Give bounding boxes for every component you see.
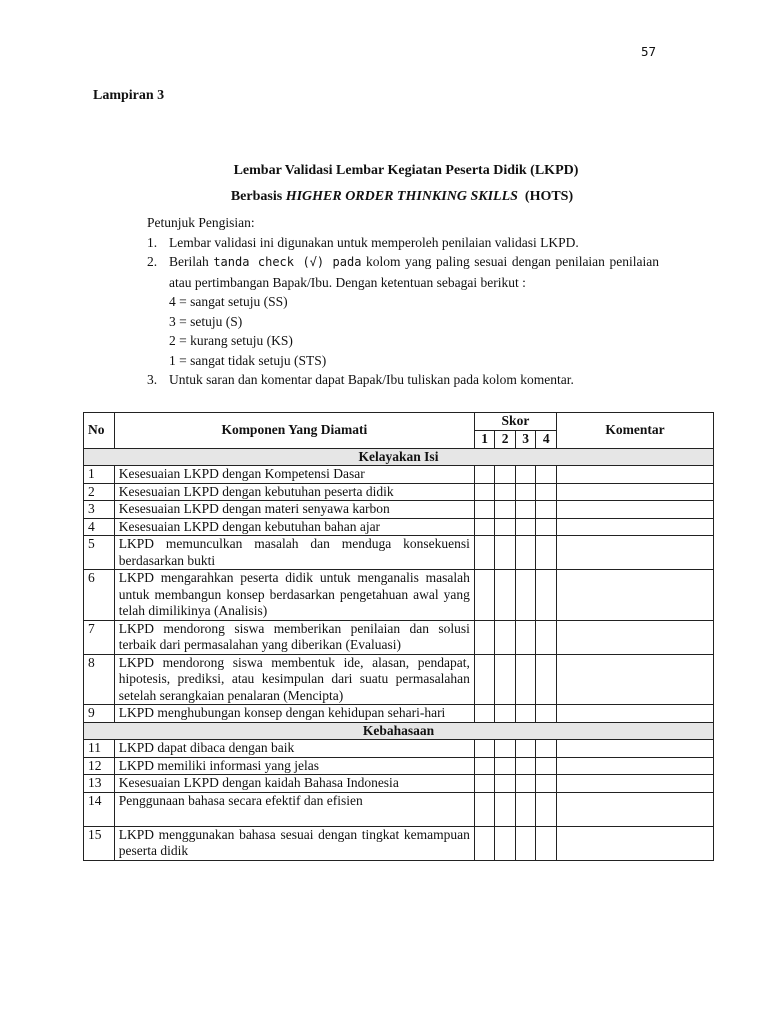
component-text: Penggunaan bahasa secara efektif dan efisien bbox=[114, 792, 474, 826]
score-cell-4[interactable] bbox=[536, 570, 557, 621]
score-cell-3[interactable] bbox=[515, 466, 536, 484]
instruction-item-1 bbox=[147, 233, 659, 253]
scale-item: 1 = sangat tidak setuju (STS) bbox=[169, 352, 327, 368]
comment-cell[interactable] bbox=[556, 620, 713, 654]
appendix-label: Lampiran 3 bbox=[93, 88, 165, 103]
score-cell-1[interactable] bbox=[474, 536, 495, 570]
comment-cell[interactable] bbox=[556, 740, 713, 758]
score-cell-1[interactable] bbox=[474, 705, 495, 723]
score-cell-3[interactable] bbox=[515, 570, 536, 621]
instruction-number: 2. bbox=[147, 254, 158, 269]
instruction-text: Lembar validasi ini digunakan untuk memperoleh penilaian validasi LKPD. bbox=[169, 234, 579, 250]
instruction-number: 1. bbox=[147, 234, 158, 250]
table-row bbox=[84, 792, 714, 826]
row-number: 9 bbox=[84, 705, 115, 723]
table-row bbox=[84, 483, 714, 501]
table-row bbox=[84, 536, 714, 570]
header-comment: Komentar bbox=[556, 413, 713, 449]
component-text: Kesesuaian LKPD dengan kaidah Bahasa Indonesia bbox=[114, 775, 474, 793]
score-cell-3[interactable] bbox=[515, 536, 536, 570]
section-row bbox=[84, 722, 714, 740]
component-text: Kesesuaian LKPD dengan Kompetensi Dasar bbox=[114, 466, 474, 484]
scale-item: 4 = sangat setuju (SS) bbox=[169, 294, 288, 309]
score-cell-1[interactable] bbox=[474, 792, 495, 826]
instruction-text: Untuk saran dan komentar dapat Bapak/Ibu tuliskan pada kolom komentar. bbox=[169, 372, 574, 387]
score-cell-4[interactable] bbox=[536, 483, 557, 501]
document-title: Lembar Validasi Lembar Kegiatan Peserta Didik (LKPD) bbox=[233, 163, 579, 178]
score-cell-2[interactable] bbox=[495, 792, 516, 826]
row-number: 13 bbox=[84, 775, 115, 793]
score-cell-2[interactable] bbox=[495, 536, 516, 570]
section-title: Kebahasaan bbox=[84, 722, 714, 740]
comment-cell[interactable] bbox=[556, 536, 713, 570]
comment-cell[interactable] bbox=[556, 501, 713, 519]
row-number: 8 bbox=[84, 654, 115, 705]
section-title: Kelayakan Isi bbox=[84, 448, 714, 466]
score-cell-1[interactable] bbox=[474, 620, 495, 654]
instructions-heading: Petunjuk Pengisian: bbox=[147, 215, 255, 230]
table-row bbox=[84, 466, 714, 484]
comment-cell[interactable] bbox=[556, 570, 713, 621]
score-cell-4[interactable] bbox=[536, 654, 557, 705]
comment-cell[interactable] bbox=[556, 757, 713, 775]
score-cell-4[interactable] bbox=[536, 740, 557, 758]
comment-cell[interactable] bbox=[556, 792, 713, 826]
component-text: Kesesuaian LKPD dengan kebutuhan peserta didik bbox=[114, 483, 474, 501]
row-number: 2 bbox=[84, 483, 115, 501]
score-cell-2[interactable] bbox=[495, 757, 516, 775]
table-row bbox=[84, 757, 714, 775]
instruction-text: Berilah bbox=[169, 254, 214, 269]
row-number: 14 bbox=[84, 792, 115, 826]
row-number: 3 bbox=[84, 501, 115, 519]
score-cell-3[interactable] bbox=[515, 792, 536, 826]
header-score: Skor bbox=[474, 413, 556, 431]
score-level-2: 2 bbox=[495, 431, 516, 449]
row-number: 1 bbox=[84, 466, 115, 484]
component-text: LKPD memiliki informasi yang jelas bbox=[114, 757, 474, 775]
score-cell-3[interactable] bbox=[515, 826, 536, 860]
score-cell-2[interactable] bbox=[495, 466, 516, 484]
score-cell-3[interactable] bbox=[515, 740, 536, 758]
table-row bbox=[84, 501, 714, 519]
table-row bbox=[84, 654, 714, 705]
score-cell-2[interactable] bbox=[495, 826, 516, 860]
score-cell-4[interactable] bbox=[536, 501, 557, 519]
table-row bbox=[84, 570, 714, 621]
score-level-3: 3 bbox=[515, 431, 536, 449]
score-cell-1[interactable] bbox=[474, 570, 495, 621]
score-cell-2[interactable] bbox=[495, 620, 516, 654]
score-cell-3[interactable] bbox=[515, 654, 536, 705]
score-cell-3[interactable] bbox=[515, 518, 536, 536]
row-number: 15 bbox=[84, 826, 115, 860]
instruction-number: 3. bbox=[147, 372, 158, 387]
score-cell-4[interactable] bbox=[536, 775, 557, 793]
score-cell-4[interactable] bbox=[536, 518, 557, 536]
score-cell-4[interactable] bbox=[536, 466, 557, 484]
score-cell-1[interactable] bbox=[474, 757, 495, 775]
comment-cell[interactable] bbox=[556, 466, 713, 484]
score-cell-1[interactable] bbox=[474, 775, 495, 793]
score-cell-3[interactable] bbox=[515, 620, 536, 654]
table-row bbox=[84, 775, 714, 793]
instruction-item-2 bbox=[147, 252, 659, 292]
score-cell-4[interactable] bbox=[536, 536, 557, 570]
score-cell-1[interactable] bbox=[474, 826, 495, 860]
table-row bbox=[84, 620, 714, 654]
score-level-1: 1 bbox=[474, 431, 495, 449]
section-row bbox=[84, 448, 714, 466]
subtitle-suffix: (HOTS) bbox=[517, 189, 574, 204]
instruction-text: kolom yang paling sesuai dengan penilaian penilaian atau pertimbangan Bapak/Ibu. Dengan ketentuan sebagai berikut : bbox=[169, 254, 659, 290]
scale-item: 3 = setuju (S) bbox=[169, 313, 243, 329]
document-subtitle bbox=[0, 189, 768, 205]
component-text: Kesesuaian LKPD dengan kebutuhan bahan ajar bbox=[114, 518, 474, 536]
component-text: LKPD mendorong siswa memberikan penilaian dan solusi terbaik dari permasalahan yang diberikan (Evaluasi) bbox=[114, 620, 474, 654]
score-cell-2[interactable] bbox=[495, 501, 516, 519]
subtitle-italic: HIGHER ORDER THINKING SKILLS bbox=[285, 189, 518, 204]
table-row bbox=[84, 518, 714, 536]
row-number: 6 bbox=[84, 570, 115, 621]
score-level-4: 4 bbox=[536, 431, 557, 449]
comment-cell[interactable] bbox=[556, 654, 713, 705]
score-cell-2[interactable] bbox=[495, 518, 516, 536]
instruction-item-3 bbox=[147, 370, 659, 390]
comment-cell[interactable] bbox=[556, 483, 713, 501]
score-cell-1[interactable] bbox=[474, 466, 495, 484]
score-cell-4[interactable] bbox=[536, 792, 557, 826]
component-text: LKPD mendorong siswa membentuk ide, alasan, pendapat, hipotesis, prediksi, atau kesimpulan dari suatu permasalahan setelah serangkaian penalaran (Mencipta) bbox=[114, 654, 474, 705]
header-no: No bbox=[84, 413, 115, 449]
comment-cell[interactable] bbox=[556, 775, 713, 793]
header-component: Komponen Yang Diamati bbox=[114, 413, 474, 449]
component-text: LKPD menggunakan bahasa sesuai dengan tingkat kemampuan peserta didik bbox=[114, 826, 474, 860]
score-cell-1[interactable] bbox=[474, 740, 495, 758]
score-cell-3[interactable] bbox=[515, 775, 536, 793]
score-cell-1[interactable] bbox=[474, 518, 495, 536]
score-cell-3[interactable] bbox=[515, 483, 536, 501]
score-cell-4[interactable] bbox=[536, 826, 557, 860]
score-cell-1[interactable] bbox=[474, 501, 495, 519]
row-number: 7 bbox=[84, 620, 115, 654]
instructions bbox=[147, 213, 659, 390]
score-cell-3[interactable] bbox=[515, 705, 536, 723]
component-text: Kesesuaian LKPD dengan materi senyawa karbon bbox=[114, 501, 474, 519]
score-cell-2[interactable] bbox=[495, 654, 516, 705]
component-text: LKPD mengarahkan peserta didik untuk menganalis masalah untuk membangun konsep berdasarkan pengetahuan awal yang telah dimilikinya (Analisis) bbox=[114, 570, 474, 621]
score-cell-2[interactable] bbox=[495, 740, 516, 758]
score-cell-1[interactable] bbox=[474, 483, 495, 501]
table-row bbox=[84, 826, 714, 860]
component-text: LKPD memunculkan masalah dan menduga konsekuensi berdasarkan bukti bbox=[114, 536, 474, 570]
score-cell-2[interactable] bbox=[495, 570, 516, 621]
score-cell-2[interactable] bbox=[495, 483, 516, 501]
row-number: 5 bbox=[84, 536, 115, 570]
subtitle-prefix: Berbasis bbox=[230, 189, 286, 204]
row-number: 4 bbox=[84, 518, 115, 536]
score-cell-4[interactable] bbox=[536, 757, 557, 775]
comment-cell[interactable] bbox=[556, 705, 713, 723]
score-cell-4[interactable] bbox=[536, 620, 557, 654]
table-row bbox=[84, 740, 714, 758]
page-number: 57 bbox=[641, 44, 657, 59]
component-text: LKPD dapat dibaca dengan baik bbox=[114, 740, 474, 758]
comment-cell[interactable] bbox=[556, 518, 713, 536]
scale-item: 2 = kurang setuju (KS) bbox=[169, 333, 293, 348]
score-cell-4[interactable] bbox=[536, 705, 557, 723]
score-cell-3[interactable] bbox=[515, 757, 536, 775]
row-number: 12 bbox=[84, 757, 115, 775]
score-cell-3[interactable] bbox=[515, 501, 536, 519]
table-row bbox=[84, 705, 714, 723]
component-text: LKPD menghubungan konsep dengan kehidupan sehari-hari bbox=[114, 705, 474, 723]
score-cell-2[interactable] bbox=[495, 775, 516, 793]
score-cell-1[interactable] bbox=[474, 654, 495, 705]
row-number: 11 bbox=[84, 740, 115, 758]
score-cell-2[interactable] bbox=[495, 705, 516, 723]
validation-table bbox=[83, 412, 714, 861]
check-mark-instruction: tanda check (√) pada bbox=[213, 255, 362, 269]
comment-cell[interactable] bbox=[556, 826, 713, 860]
